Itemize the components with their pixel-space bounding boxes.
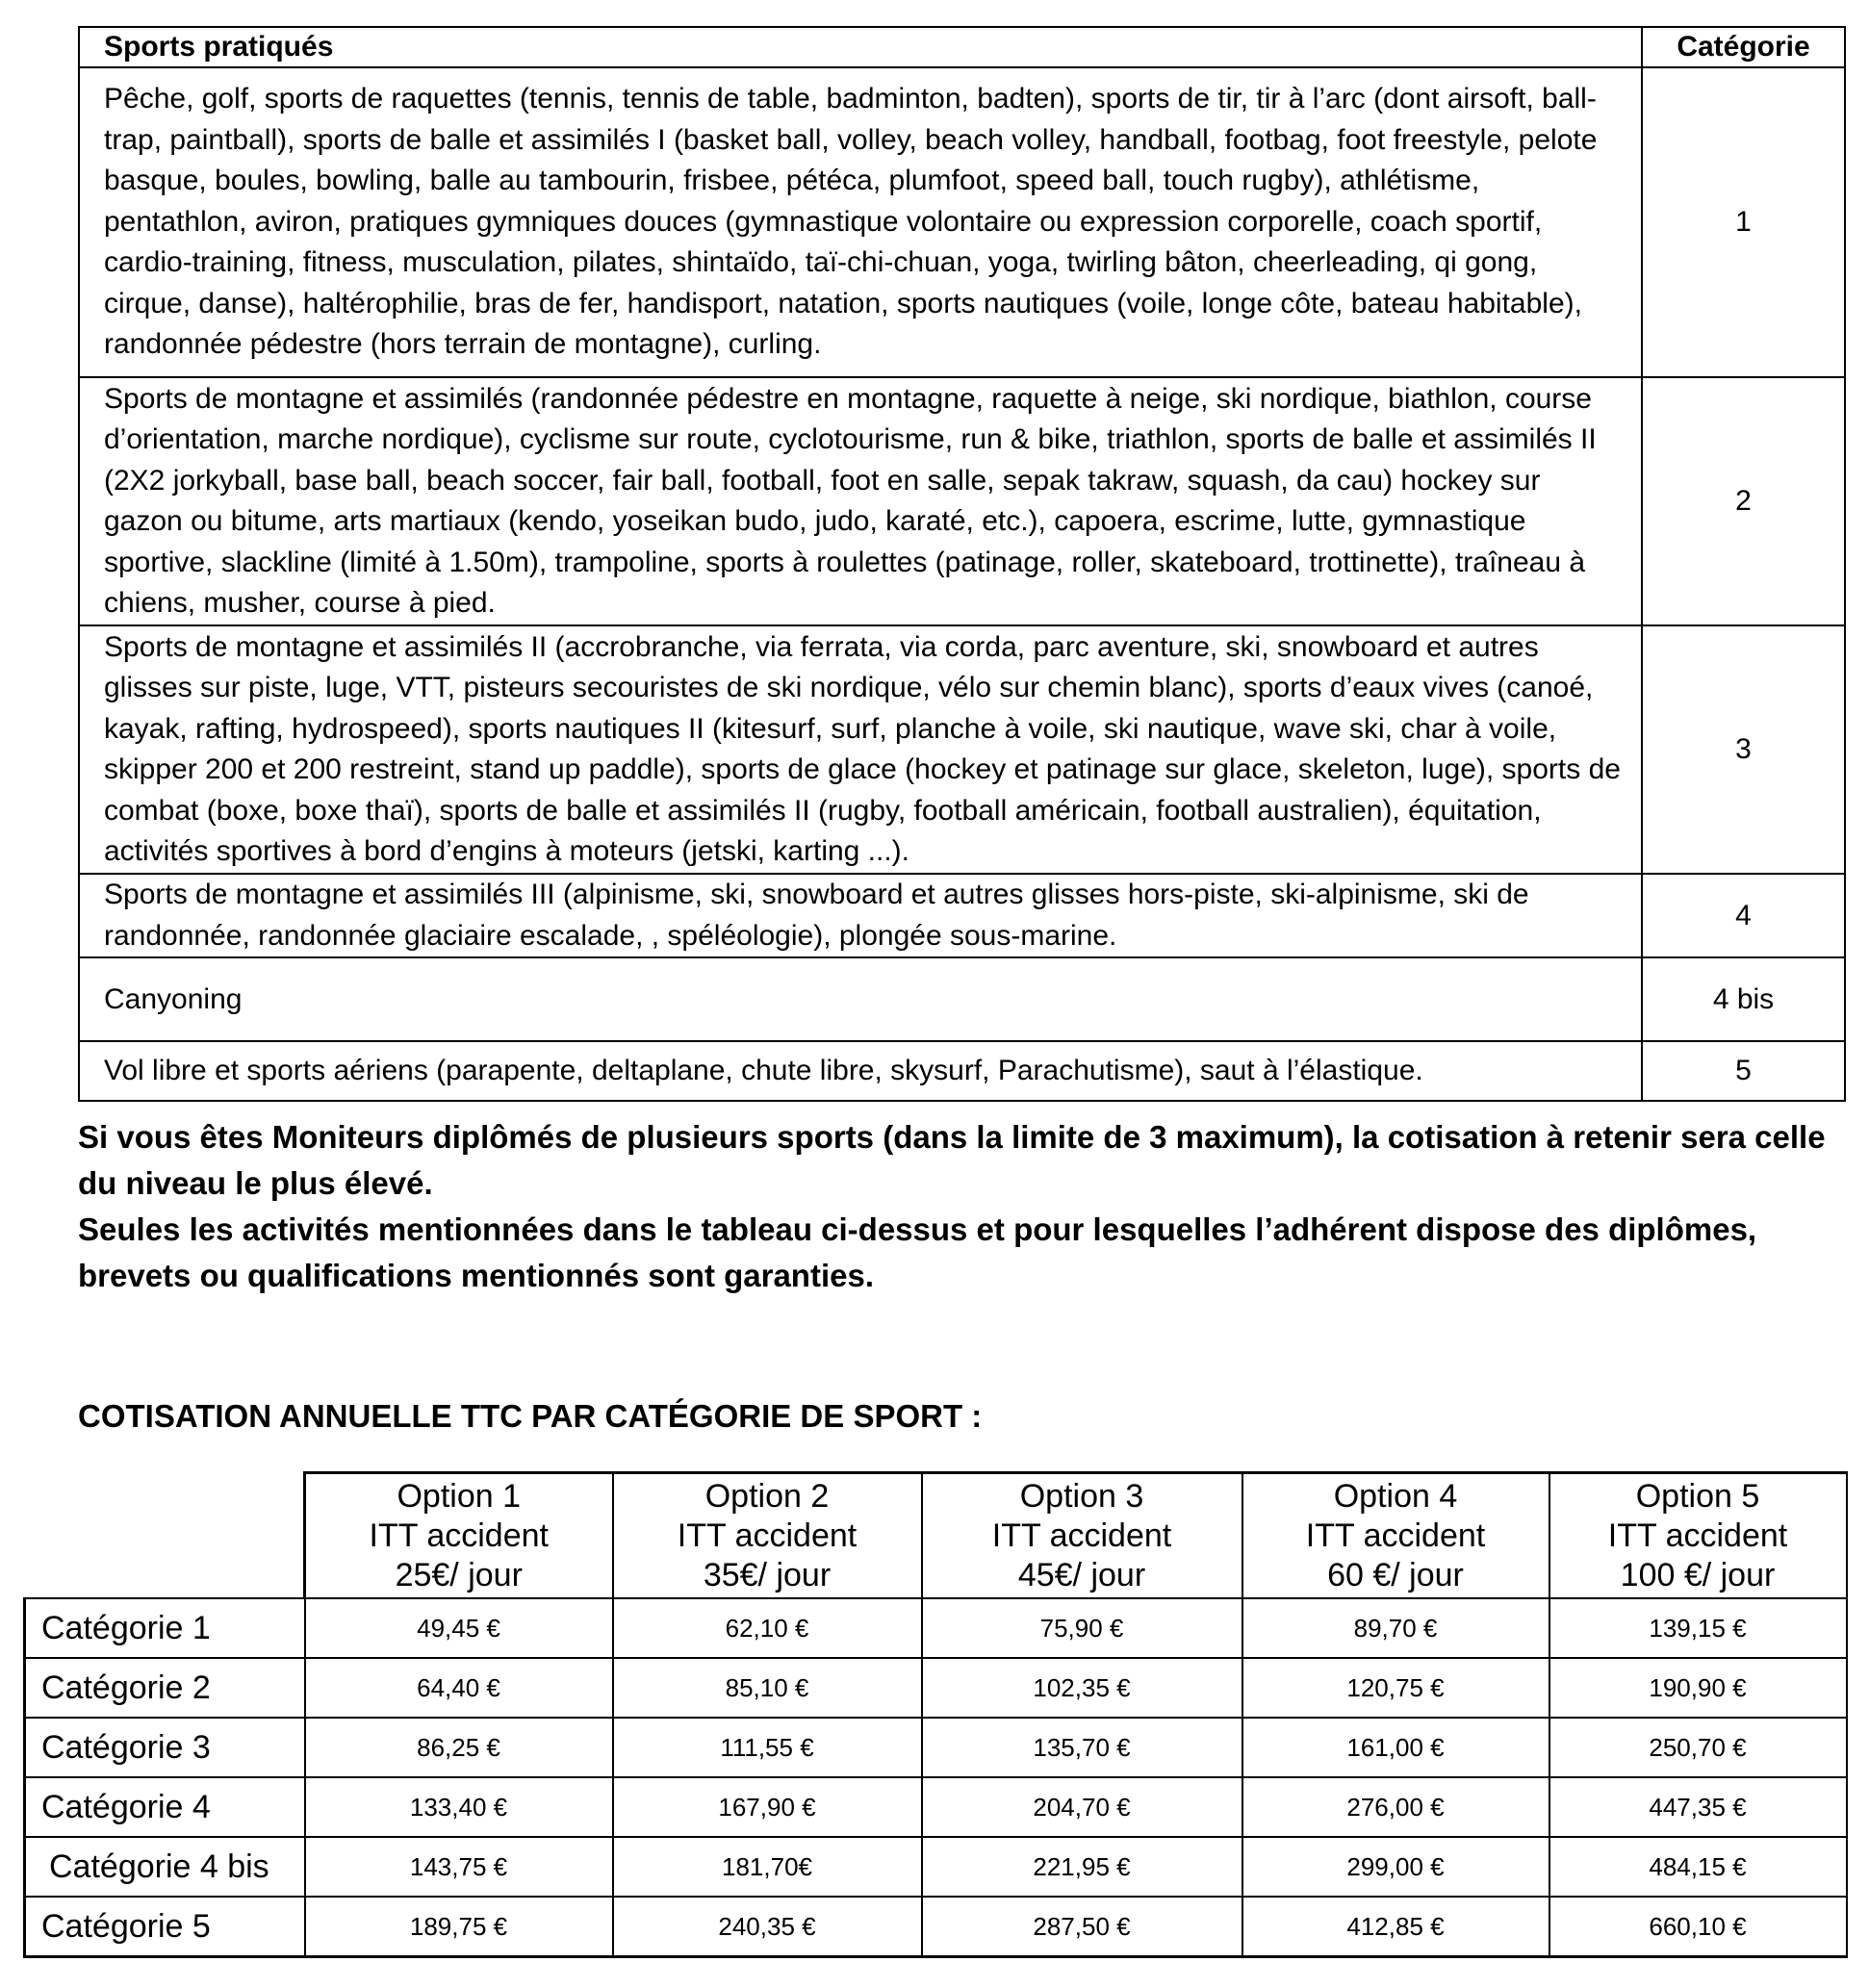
pricing-row-category-4-bis: [25, 1837, 1847, 1897]
option-name: Option 2: [704, 1477, 830, 1515]
price-option-2: 240,35 €: [613, 1897, 922, 1957]
option-type: ITT accident: [677, 1516, 858, 1554]
sports-row-category-4-bis: [79, 957, 1845, 1041]
price-option-5: 139,15 €: [1549, 1598, 1847, 1658]
category-value: 2: [1642, 377, 1845, 625]
category-value: 5: [1642, 1041, 1845, 1101]
option-header-2: [613, 1473, 922, 1599]
price-option-4: 299,00 €: [1242, 1837, 1549, 1897]
category-value: 1: [1642, 67, 1845, 377]
sports-description: Canyoning: [79, 957, 1642, 1041]
sports-row-category-4: [79, 874, 1845, 957]
note-guaranteed-activities: Seules les activités mentionnées dans le tableau ci-dessus et pour lesquelles l’adhérent dispose des diplômes, brevets ou qualifications mentionnés sont garanties.: [78, 1211, 1757, 1293]
price-option-5: 250,70 €: [1549, 1718, 1847, 1777]
price-option-4: 412,85 €: [1242, 1897, 1549, 1957]
sports-description: Sports de montagne et assimilés III (alpinisme, ski, snowboard et autres glisses hors-piste, ski-alpinisme, ski de randonnée, randonnée glaciaire escalade, , spéléologie), plongée sous-marine.: [79, 874, 1642, 957]
sports-category-table: [78, 26, 1846, 1102]
option-type: ITT accident: [1607, 1516, 1788, 1554]
pricing-row-category-4: [25, 1777, 1847, 1837]
price-option-4: 120,75 €: [1242, 1658, 1549, 1718]
price-option-2: 62,10 €: [613, 1598, 922, 1658]
pricing-row-category-1: [25, 1598, 1847, 1658]
price-option-5: 660,10 €: [1549, 1897, 1847, 1957]
option-name: Option 3: [1019, 1477, 1144, 1515]
sports-table-header-row: [79, 27, 1845, 67]
category-value: 4 bis: [1642, 957, 1845, 1041]
price-option-1: 189,75 €: [305, 1897, 613, 1957]
sports-description: Sports de montagne et assimilés II (accrobranche, via ferrata, via corda, parc aventure, ski, snowboard et autres glisses sur piste, luge, VTT, pisteurs secouristes de ski nordique, vélo sur chemin blanc), sports d’eaux vives (canoé, kayak, rafting, hydrospeed), sports nautiques II (kitesurf, surf, planche à voile, ski nautique, wave ski, char à voile, skipper 200 et 200 restreint, stand up paddle), sports de glace (hockey et patinage sur glace, skeleton, luge), sports de combat (boxe, boxe thaï), sports de balle et assimilés II (rugby, football américain, football australien), équitation, activités sportives à bord d’engins à moteurs (jetski, karting ...).: [79, 625, 1642, 874]
price-option-1: 64,40 €: [305, 1658, 613, 1718]
pricing-table: [23, 1471, 1848, 1958]
price-option-5: 447,35 €: [1549, 1777, 1847, 1837]
category-value: 4: [1642, 874, 1845, 957]
empty-corner-cell: [25, 1473, 305, 1599]
sports-description: Vol libre et sports aériens (parapente, deltaplane, chute libre, skysurf, Parachutisme), saut à l’élastique.: [79, 1041, 1642, 1101]
price-option-1: 133,40 €: [305, 1777, 613, 1837]
sports-row-category-3: [79, 625, 1845, 874]
sports-row-category-5: [79, 1041, 1845, 1101]
category-label: Catégorie 4 bis: [25, 1837, 305, 1897]
sports-column-header: Sports pratiqués: [79, 27, 1642, 67]
category-label: Catégorie 4: [25, 1777, 305, 1837]
sports-row-category-1: [79, 67, 1845, 377]
option-rate: 60 €/ jour: [1327, 1556, 1464, 1593]
section-title: COTISATION ANNUELLE TTC PAR CATÉGORIE DE SPORT :: [78, 1398, 983, 1434]
option-rate: 45€/ jour: [1017, 1556, 1146, 1593]
price-option-1: 86,25 €: [305, 1718, 613, 1777]
price-option-3: 287,50 €: [922, 1897, 1242, 1957]
option-type: ITT accident: [991, 1516, 1172, 1554]
option-rate: 25€/ jour: [395, 1556, 523, 1593]
price-option-3: 135,70 €: [922, 1718, 1242, 1777]
price-option-2: 111,55 €: [613, 1718, 922, 1777]
option-name: Option 5: [1635, 1477, 1760, 1515]
option-rate: 35€/ jour: [703, 1556, 832, 1593]
option-name: Option 4: [1333, 1477, 1458, 1515]
sports-description: Sports de montagne et assimilés (randonnée pédestre en montagne, raquette à neige, ski nordique, biathlon, course d’orientation, marche nordique), cyclisme sur route, cyclotourisme, run & bike, triathlon, sports de balle et assimilés II (2X2 jorkyball, base ball, beach soccer, fair ball, football, foot en salle, sepak takraw, squash, da cau) hockey sur gazon ou bitume, arts martiaux (kendo, yoseikan budo, judo, karaté, etc.), capoera, escrime, lutte, gymnastique sportive, slackline (limité à 1.50m), trampoline, sports à roulettes (patinage, roller, skateboard, trottinette), traîneau à chiens, musher, course à pied.: [79, 377, 1642, 625]
price-option-1: 143,75 €: [305, 1837, 613, 1897]
price-option-3: 75,90 €: [922, 1598, 1242, 1658]
price-option-5: 190,90 €: [1549, 1658, 1847, 1718]
category-label: Catégorie 1: [25, 1598, 305, 1658]
price-option-1: 49,45 €: [305, 1598, 613, 1658]
price-option-2: 167,90 €: [613, 1777, 922, 1837]
option-header-5: [1549, 1473, 1847, 1599]
category-label: Catégorie 5: [25, 1897, 305, 1957]
option-header-1: [305, 1473, 613, 1599]
sports-row-category-2: [79, 377, 1845, 625]
note-multiple-sports: Si vous êtes Moniteurs diplômés de plusieurs sports (dans la limite de 3 maximum), la cotisation à retenir sera celle du niveau le plus élevé.: [78, 1119, 1826, 1201]
notes-block: [78, 1114, 1849, 1299]
category-column-header: Catégorie: [1642, 27, 1845, 67]
pricing-row-category-2: [25, 1658, 1847, 1718]
category-value: 3: [1642, 625, 1845, 874]
price-option-2: 85,10 €: [613, 1658, 922, 1718]
option-header-3: [922, 1473, 1242, 1599]
price-option-3: 102,35 €: [922, 1658, 1242, 1718]
price-option-5: 484,15 €: [1549, 1837, 1847, 1897]
price-option-4: 276,00 €: [1242, 1777, 1549, 1837]
option-name: Option 1: [397, 1477, 522, 1515]
pricing-row-category-3: [25, 1718, 1847, 1777]
category-label: Catégorie 3: [25, 1718, 305, 1777]
option-rate: 100 €/ jour: [1620, 1556, 1776, 1593]
option-type: ITT accident: [1305, 1516, 1486, 1554]
pricing-header-row: [25, 1473, 1847, 1599]
price-option-4: 89,70 €: [1242, 1598, 1549, 1658]
price-option-3: 204,70 €: [922, 1777, 1242, 1837]
category-label: Catégorie 2: [25, 1658, 305, 1718]
pricing-row-category-5: [25, 1897, 1847, 1957]
price-option-2: 181,70€: [613, 1837, 922, 1897]
price-option-3: 221,95 €: [922, 1837, 1242, 1897]
price-option-4: 161,00 €: [1242, 1718, 1549, 1777]
sports-description: Pêche, golf, sports de raquettes (tennis, tennis de table, badminton, badten), sports de tir, tir à l’arc (dont airsoft, ball-trap, paintball), sports de balle et assimilés I (basket ball, volley, beach volley, handball, footbag, foot freestyle, pelote basque, boules, bowling, balle au tambourin, frisbee, pétéca, plumfoot, speed ball, touch rugby), athlétisme, pentathlon, aviron, pratiques gymniques douces (gymnastique volontaire ou expression corporelle, coach sportif, cardio-training, fitness, musculation, pilates, shintaïdo, taï-chi-chuan, yoga, twirling bâton, cheerleading, qi gong, cirque, danse), haltérophilie, bras de fer, handisport, natation, sports nautiques (voile, longe côte, bateau habitable), randonnée pédestre (hors terrain de montagne), curling.: [79, 67, 1642, 377]
option-header-4: [1242, 1473, 1549, 1599]
option-type: ITT accident: [369, 1516, 549, 1554]
